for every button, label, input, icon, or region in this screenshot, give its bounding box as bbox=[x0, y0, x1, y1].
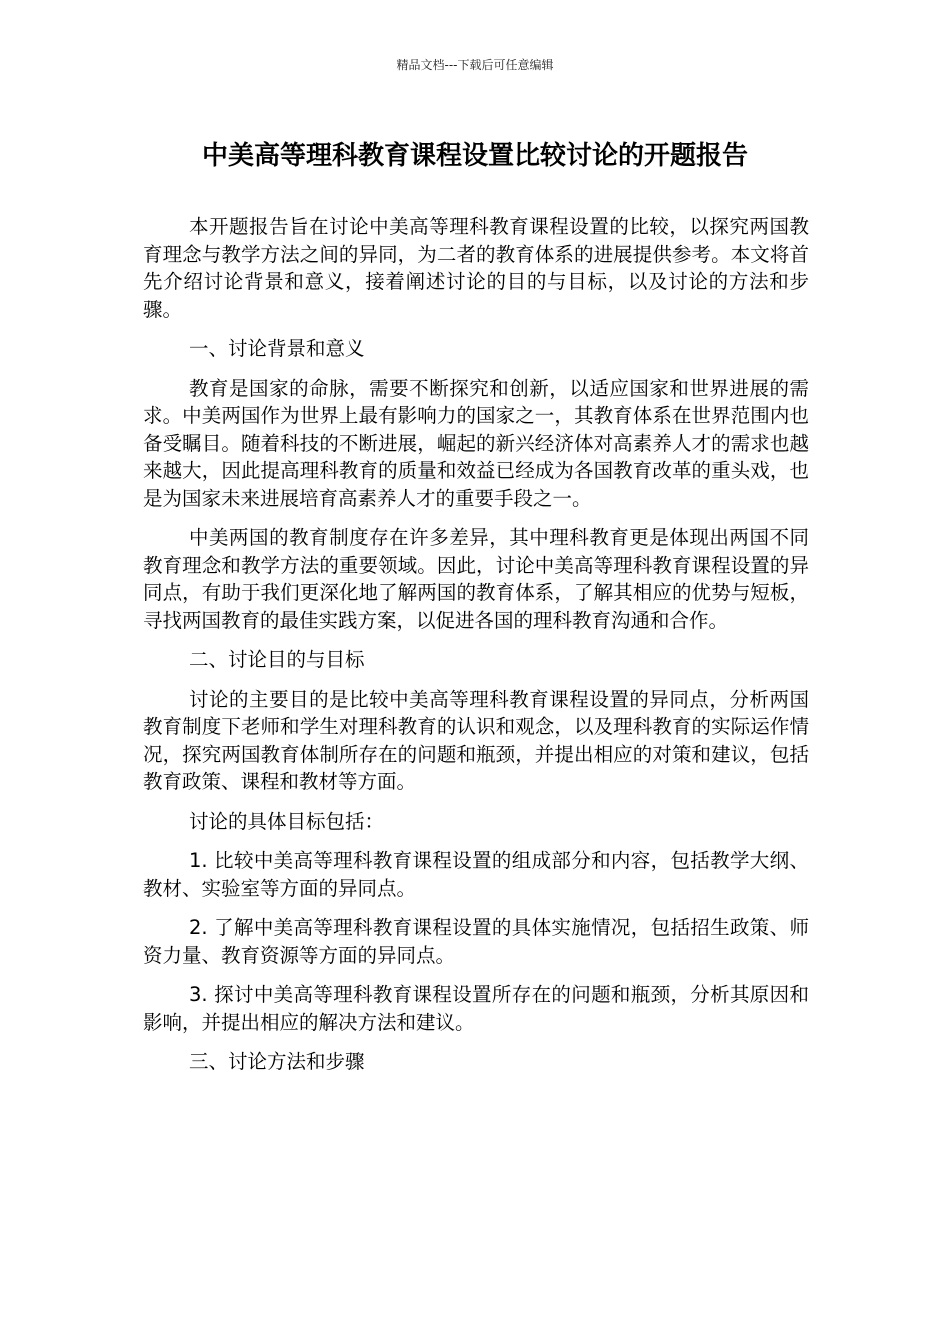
intro-paragraph: 本开题报告旨在讨论中美高等理科教育课程设置的比较，以探究两国教育理念与教学方法之间的异同，为二者的教育体系的进展提供参考。本文将首先介绍讨论背景和意义，接着阐述讨论的目的与目标，以及讨论的方法和步骤。 bbox=[143, 215, 809, 321]
document-title: 中美高等理科教育课程设置比较讨论的开题报告 bbox=[201, 141, 748, 171]
goals-paragraph: 讨论的主要目的是比较中美高等理科教育课程设置的异同点，分析两国教育制度下老师和学生对理科教育的认识和观念，以及理科教育的实际运作情况，探究两国教育体制所存在的问题和瓶颈，并提出相应的对策和建议，包括教育政策、课程和教材等方面。 bbox=[143, 687, 809, 793]
goals-list-intro: 讨论的具体目标包括： bbox=[189, 809, 385, 833]
section-heading-goals: 二、讨论目的与目标 bbox=[189, 648, 365, 671]
background-paragraph-2: 中美两国的教育制度存在许多差异，其中理科教育更是体现出两国不同教育理念和教学方法的重要领域。因此，讨论中美高等理科教育课程设置的异同点，有助于我们更深化地了解两国的教育体系，了解其相应的优势与短板，寻找两国教育的最佳实践方案，以促进各国的理科教育沟通和合作。 bbox=[143, 526, 809, 632]
section-heading-background: 一、讨论背景和意义 bbox=[189, 337, 365, 360]
goal-item-2: 2. 了解中美高等理科教育课程设置的具体实施情况，包括招生政策、师资力量、教育资源等方面的异同点。 bbox=[143, 916, 809, 967]
goal-item-1: 1. 比较中美高等理科教育课程设置的组成部分和内容，包括教学大纲、教材、实验室等方面的异同点。 bbox=[143, 849, 809, 900]
goal-item-3: 3. 探讨中美高等理科教育课程设置所存在的问题和瓶颈，分析其原因和影响，并提出相应的解决方法和建议。 bbox=[143, 983, 809, 1034]
section-heading-methods: 三、讨论方法和步骤 bbox=[189, 1050, 365, 1073]
document-body bbox=[143, 213, 809, 1088]
background-paragraph-1: 教育是国家的命脉，需要不断探究和创新，以适应国家和世界进展的需求。中美两国作为世界上最有影响力的国家之一，其教育体系在世界范围内也备受瞩目。随着科技的不断进展，崛起的新兴经济体对高素养人才的需求也越来越大，因此提高理科教育的质量和效益已经成为各国教育改革的重头戏，也是为国家未来进展培育高素养人才的重要手段之一。 bbox=[143, 376, 809, 510]
header-note: 精品文档---下载后可任意编辑 bbox=[396, 58, 554, 72]
